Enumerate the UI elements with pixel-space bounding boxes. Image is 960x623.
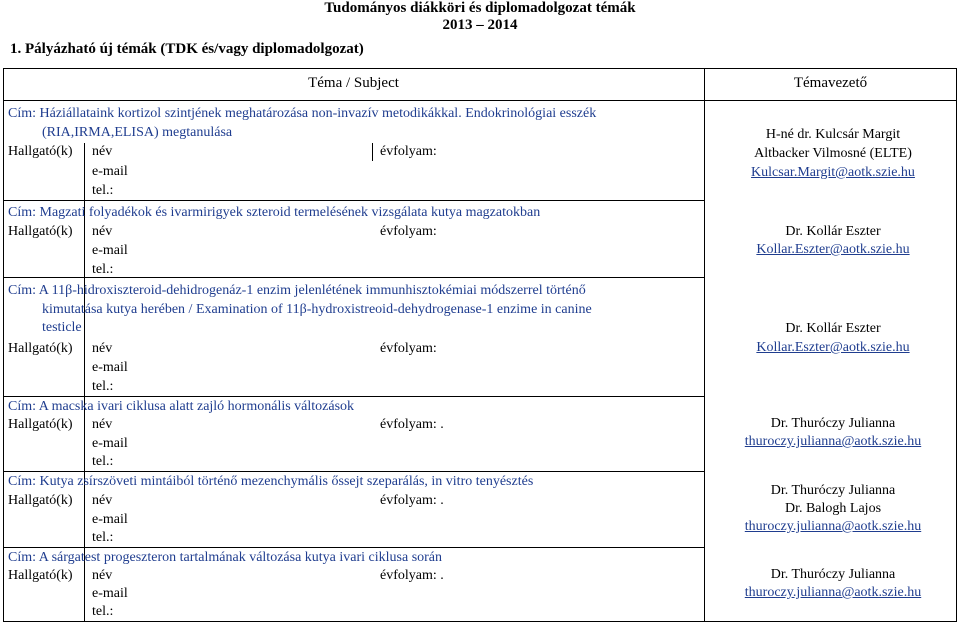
supervisor-name: H-né dr. Kulcsár Margit bbox=[765, 127, 901, 142]
topic-title: A 11β-hidroxiszteroid-dehidrogenáz-1 enzim jelenlétének immunhisztokémiai módszerrel történő bbox=[38, 283, 586, 298]
student-label: Hallgató(k) bbox=[8, 568, 73, 583]
year-label: évfolyam: bbox=[380, 144, 437, 159]
supervisor-email-link[interactable]: Kollar.Eszter@aotk.szie.hu bbox=[756, 242, 910, 257]
tel-label: tel.: bbox=[92, 262, 114, 277]
year-label: évfolyam: bbox=[380, 341, 437, 356]
email-label: e-mail bbox=[92, 512, 128, 527]
student-label: Hallgató(k) bbox=[8, 224, 73, 239]
email-label: e-mail bbox=[92, 164, 128, 179]
name-label: név bbox=[92, 341, 113, 356]
topic-title: Háziállataink kortizol szintjének meghatározása non-invazív metodikákkal. Endokrinológiai esszék bbox=[39, 106, 597, 121]
email-label: e-mail bbox=[92, 586, 128, 601]
title-label: Cím: bbox=[8, 205, 37, 220]
tel-label: tel.: bbox=[92, 183, 114, 198]
title-label: Cím: bbox=[8, 283, 37, 298]
supervisor-email-link[interactable]: thuroczy.julianna@aotk.szie.hu bbox=[744, 585, 922, 600]
supervisor-name: Dr. Kollár Eszter bbox=[785, 224, 881, 239]
supervisor-name: Dr. Kollár Eszter bbox=[785, 321, 881, 336]
name-label: név bbox=[92, 144, 113, 159]
year-label: évfolyam: . bbox=[380, 493, 444, 508]
title-label: Cím: bbox=[8, 106, 37, 121]
tel-label: tel.: bbox=[92, 454, 114, 469]
section-heading: 1. Pályázható új témák (TDK és/vagy diplomadolgozat) bbox=[10, 41, 364, 57]
document-years: 2013 – 2014 bbox=[442, 17, 518, 33]
supervisor-name: Dr. Thuróczy Julianna bbox=[770, 567, 896, 582]
name-label: név bbox=[92, 493, 113, 508]
title-label: Cím: bbox=[8, 550, 37, 565]
email-label: e-mail bbox=[92, 360, 128, 375]
year-label: évfolyam: . bbox=[380, 568, 444, 583]
title-label: Cím: bbox=[8, 474, 37, 489]
year-label: évfolyam: . bbox=[380, 417, 444, 432]
student-label: Hallgató(k) bbox=[8, 341, 73, 356]
title-label: Cím: bbox=[8, 399, 37, 414]
topic-title: Kutya zsírszöveti mintáiból történő mezenchymális őssejt szeparálás, in vitro tenyésztés bbox=[39, 474, 534, 489]
name-label: név bbox=[92, 417, 113, 432]
supervisor-email-link[interactable]: thuroczy.julianna@aotk.szie.hu bbox=[744, 434, 922, 449]
year-label: évfolyam: bbox=[380, 224, 437, 239]
supervisor-name-2: Altbacker Vilmosné (ELTE) bbox=[754, 146, 912, 161]
topic-title: A macska ivari ciklusa alatt zajló hormonális változások bbox=[38, 399, 355, 414]
tel-label: tel.: bbox=[92, 379, 114, 394]
topic-title-cont: (RIA,IRMA,ELISA) megtanulása bbox=[42, 125, 233, 140]
student-label: Hallgató(k) bbox=[8, 417, 73, 432]
tel-label: tel.: bbox=[92, 604, 114, 619]
topic-title: Magzati folyadékok és ivarmirigyek szteroid termelésének vizsgálata kutya magzatokban bbox=[39, 205, 541, 220]
name-label: név bbox=[92, 568, 113, 583]
supervisor-name: Dr. Thuróczy Julianna bbox=[770, 483, 896, 498]
supervisor-name-2: Dr. Balogh Lajos bbox=[784, 501, 882, 516]
supervisor-email-link[interactable]: Kollar.Eszter@aotk.szie.hu bbox=[756, 340, 910, 355]
supervisor-name: Dr. Thuróczy Julianna bbox=[770, 416, 896, 431]
email-label: e-mail bbox=[92, 243, 128, 258]
document-title: Tudományos diákköri és diplomadolgozat témák bbox=[324, 0, 636, 16]
email-label: e-mail bbox=[92, 436, 128, 451]
supervisor-email-link[interactable]: Kulcsar.Margit@aotk.szie.hu bbox=[751, 165, 915, 180]
student-label: Hallgató(k) bbox=[8, 144, 73, 159]
topic-title: A sárgatest progeszteron tartalmának változása kutya ivari ciklusa során bbox=[38, 550, 443, 565]
student-label: Hallgató(k) bbox=[8, 493, 73, 508]
tel-label: tel.: bbox=[92, 530, 114, 545]
name-label: név bbox=[92, 224, 113, 239]
topic-title-cont: testicle bbox=[42, 320, 82, 335]
topic-title-cont: kimutatása kutya herében / Examination of 11β-hydroxistreoid-dehydrogenase-1 enzime in canine bbox=[42, 302, 592, 317]
supervisor-email-link[interactable]: thuroczy.julianna@aotk.szie.hu bbox=[744, 519, 922, 534]
column-header-topic: Téma / Subject bbox=[308, 75, 399, 91]
column-header-supervisor: Témavezető bbox=[793, 75, 868, 91]
